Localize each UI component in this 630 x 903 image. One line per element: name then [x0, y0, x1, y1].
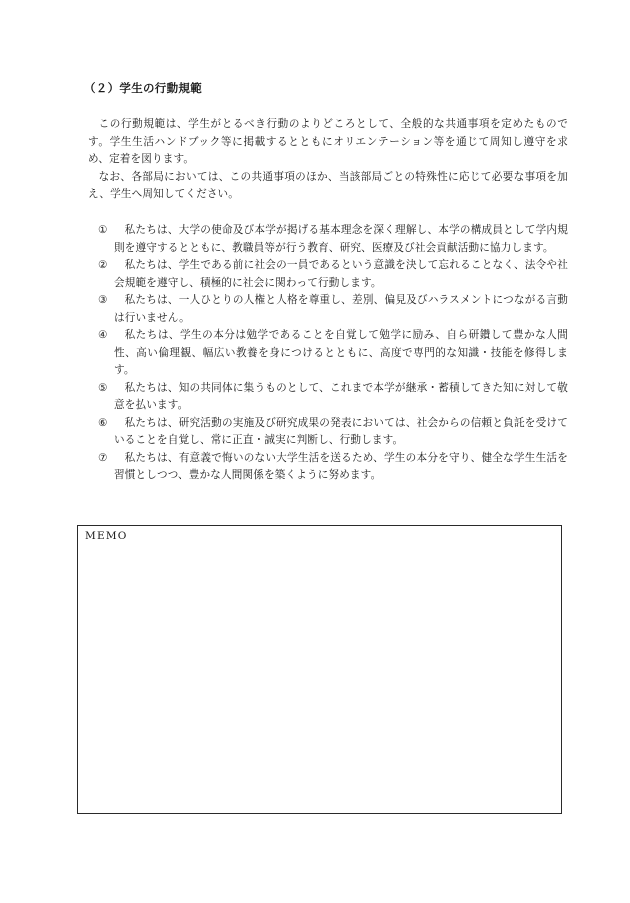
rule-item: [98, 415, 568, 450]
rule-number: ⑦: [98, 451, 108, 464]
rule-text: 私たちは、大学の使命及び本学が掲げる基本理念を深く理解し、本学の構成員として学内規則を遵守するとともに、教職員等が行う教育、研究、医療及び社会貢献活動に協力します。: [114, 224, 568, 254]
rule-item: [98, 380, 568, 415]
rule-number: ④: [98, 329, 108, 341]
rule-number: ③: [98, 294, 108, 306]
rule-text: 私たちは、研究活動の実施及び研究成果の発表においては、社会からの信頼と負託を受けていることを自覚し、常に正直・誠実に判断し、行動します。: [114, 416, 568, 446]
rule-item: [98, 222, 568, 257]
rule-text: 私たちは、一人ひとりの人権と人格を尊重し、差別、偏見及びハラスメントにつながる言動は行いません。: [114, 294, 568, 324]
memo-label: MEMO: [85, 530, 128, 542]
rule-number: ①: [98, 224, 108, 236]
rule-item: [98, 327, 568, 380]
rule-item: [98, 257, 568, 292]
rule-text: 私たちは、学生の本分は勉学であることを自覚して勉学に励み、自ら研鑽して豊かな人間性、高い倫理観、幅広い教養を身につけるとともに、高度で専門的な知識・技能を修得します。: [114, 329, 568, 376]
rule-number: ⑤: [98, 381, 108, 394]
rule-item: [98, 292, 568, 327]
memo-box: [77, 525, 562, 814]
intro-text: [88, 116, 568, 204]
intro-paragraph: この行動規範は、学生がとるべき行動のよりどころとして、全般的な共通事項を定めたものです。学生生活ハンドブック等に掲載するとともにオリエンテーション等を通じて周知し遵守を求め、定着を図ります。: [88, 118, 568, 165]
rule-number: ⑥: [98, 416, 108, 429]
intro-paragraph: なお、各部局においては、この共通事項のほか、当該部局ごとの特殊性に応じて必要な事項を加え、学生へ周知してください。: [88, 170, 568, 200]
rule-text: 私たちは、知の共同体に集うものとして、これまで本学が継承・蓄積してきた知に対して敬意を払います。: [114, 381, 568, 411]
rule-item: [98, 450, 568, 485]
rule-number: ②: [98, 259, 108, 271]
section-heading: （２）学生の行動規範: [84, 81, 202, 95]
rule-text: 私たちは、学生である前に社会の一員であるという意識を決して忘れることなく、法令や社会規範を遵守し、積極的に社会に関わって行動します。: [114, 259, 568, 289]
code-of-conduct-list: [98, 222, 568, 485]
rule-text: 私たちは、有意義で悔いのない大学生活を送るため、学生の本分を守り、健全な学生生活を習慣としつつ、豊かな人間関係を築くように努めます。: [114, 451, 568, 481]
